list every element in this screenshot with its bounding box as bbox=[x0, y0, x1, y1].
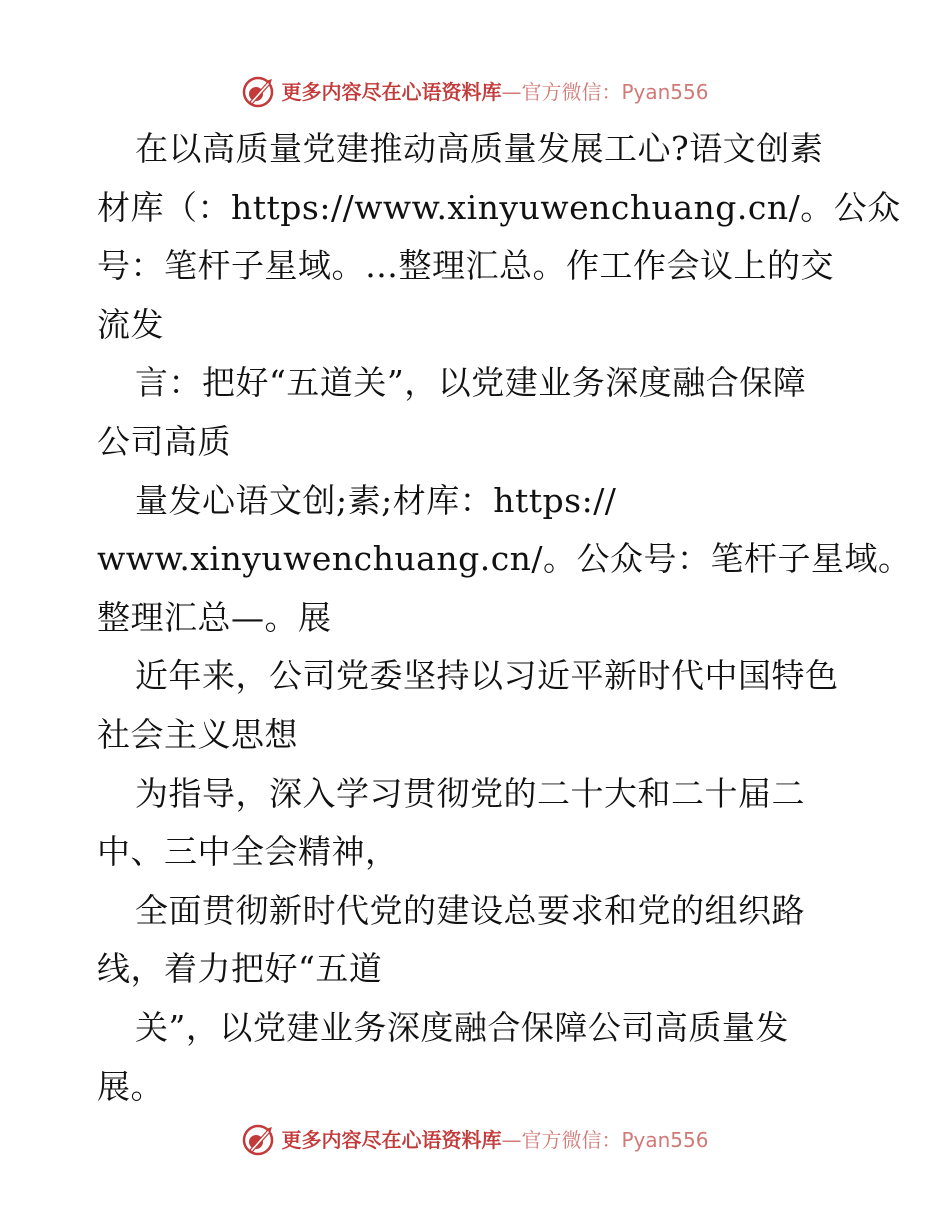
footer-banner-text bbox=[281, 1128, 708, 1152]
footer-brand-text: 更多内容尽在心语资料库 bbox=[281, 1128, 502, 1152]
footer-contact-text: —官方微信：Pyan556 bbox=[501, 1128, 709, 1152]
header-banner-text bbox=[281, 80, 708, 104]
text-line: 言：把好“五道关”，以党建业务深度融合保障 bbox=[135, 363, 807, 403]
footer-banner bbox=[0, 1118, 950, 1162]
text-line: 号：笔杆子星域。…整理汇总。作工作会议上的交 bbox=[97, 246, 834, 286]
text-line: 整理汇总—。展 bbox=[97, 597, 332, 637]
text-line: 全面贯彻新时代党的建设总要求和党的组织路 bbox=[135, 890, 805, 930]
document-body bbox=[97, 120, 912, 1116]
text-line: 公司高质 bbox=[97, 421, 231, 461]
text-line: 展。 bbox=[97, 1066, 164, 1106]
text-line: 近年来，公司党委坚持以习近平新时代中国特色 bbox=[135, 656, 839, 696]
text-line: 流发 bbox=[97, 304, 164, 344]
quill-logo-icon bbox=[241, 75, 275, 109]
text-line: 关”，以党建业务深度融合保障公司高质量发 bbox=[135, 1007, 789, 1047]
text-line: 量发心语文创;素;材库：https:// bbox=[135, 480, 617, 520]
text-line: 中、三中全会精神， bbox=[97, 832, 399, 872]
text-line: 在以高质量党建推动高质量发展工心?语文创素 bbox=[135, 129, 824, 168]
header-contact-text: —官方微信：Pyan556 bbox=[501, 80, 709, 104]
text-line: 社会主义思想 bbox=[97, 714, 298, 754]
header-banner bbox=[0, 70, 950, 114]
text-line: www.xinyuwenchuang.cn/。公众号：笔杆子星域。 bbox=[97, 539, 912, 579]
text-line: 线，着力把好“五道 bbox=[97, 949, 383, 989]
text-line: 为指导，深入学习贯彻党的二十大和二十届二 bbox=[135, 773, 805, 813]
quill-logo-icon bbox=[241, 1123, 275, 1157]
text-line: 材库（：https://www.xinyuwenchuang.cn/。公众 bbox=[97, 187, 901, 227]
header-brand-text: 更多内容尽在心语资料库 bbox=[281, 80, 502, 104]
